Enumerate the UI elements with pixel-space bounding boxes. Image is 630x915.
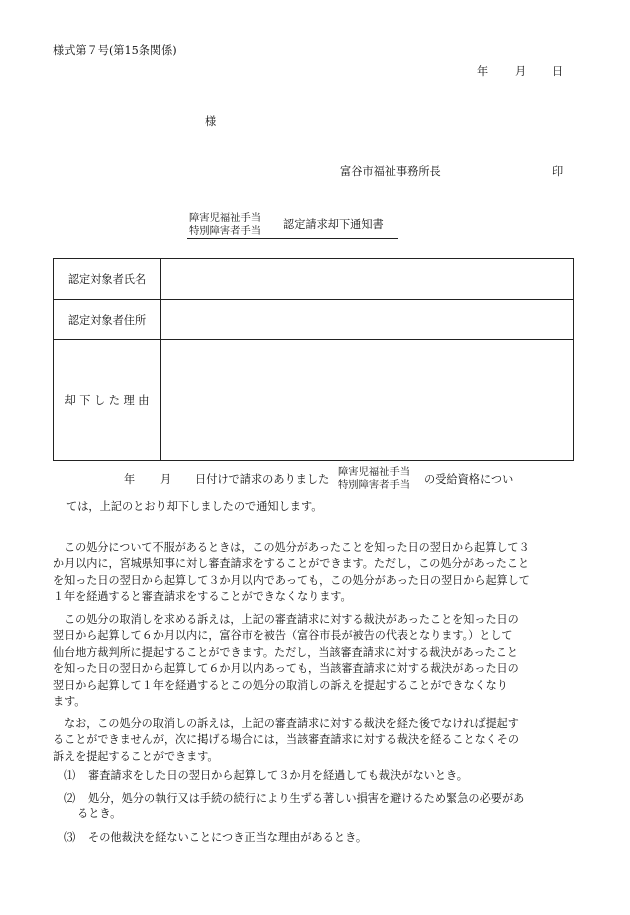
date-day-label: 日 bbox=[552, 65, 564, 78]
notice-line-2: ては，上記のとおり却下しましたので通知します。 bbox=[66, 500, 323, 513]
text-line: ることができませんが，次に掲げる場合には，当該審査請求に対する裁決を経ることなくその bbox=[53, 733, 519, 747]
text-line: この処分について不服があるときは，この処分があったことを知った日の翌日から起算して３ bbox=[64, 541, 530, 554]
item-number-3: ⑶ bbox=[64, 831, 76, 844]
text-line: を知った日の翌日から起算して６か月以内あっても，当該審査請求に対する裁決があった日の bbox=[53, 662, 519, 676]
seal-mark: 印 bbox=[552, 165, 564, 178]
notice-year: 年 bbox=[124, 473, 136, 486]
address-value bbox=[161, 300, 574, 340]
address-label: 認定対象者住所 bbox=[54, 300, 161, 340]
text-line: １年を経過すると審査請求をすることができなくなります。 bbox=[53, 590, 352, 604]
text-line: なお，この処分の取消しの訴えは，上記の審査請求に対する裁決を経た後でなければ提起す bbox=[64, 717, 519, 730]
text-line: を知った日の翌日から起算して３か月以内であっても，この処分があった日の翌日から起算して bbox=[53, 573, 530, 587]
item-text-2: 処分，処分の執行又は手続の続行により生ずる著しい損害を避けるため緊急の必要があ bbox=[88, 792, 525, 805]
table-row bbox=[54, 340, 574, 461]
reason-label: 却 下 し た 理 由 bbox=[54, 340, 161, 461]
title-allowance-2: 特別障害者手当 bbox=[189, 225, 262, 237]
notice-tail: の受給資格につい bbox=[424, 473, 514, 486]
item-text-3: その他裁決を経ないことにつき正当な理由があるとき。 bbox=[88, 831, 368, 844]
item-text-2-cont: るとき。 bbox=[77, 807, 122, 820]
title-underline bbox=[187, 238, 398, 239]
reason-value bbox=[161, 340, 574, 461]
item-number-1: ⑴ bbox=[64, 769, 76, 782]
text-line: 訴えを提起することができます。 bbox=[53, 749, 219, 763]
lawsuit-paragraph bbox=[53, 612, 519, 710]
date-month-label: 月 bbox=[515, 65, 527, 78]
recipient-suffix: 様 bbox=[205, 115, 217, 128]
text-line: 仙台地方裁判所に提起することができます。ただし，当該審査請求に対する裁決があったこと bbox=[53, 645, 518, 659]
item-number-2: ⑵ bbox=[64, 792, 76, 805]
notice-allowance-1: 障害児福祉手当 bbox=[338, 466, 411, 478]
document-title: 認定請求却下通知書 bbox=[283, 218, 384, 231]
notice-allowance-2: 特別障害者手当 bbox=[338, 479, 411, 491]
table-row bbox=[54, 300, 574, 340]
notice-lead: 日付けで請求のありました bbox=[195, 473, 330, 486]
text-line: ます。 bbox=[53, 695, 86, 709]
text-line: この処分の取消しを求める訴えは，上記の審査請求に対する裁決があったことを知った日の bbox=[64, 613, 519, 626]
notice-month: 月 bbox=[160, 473, 172, 486]
exception-paragraph bbox=[53, 716, 519, 765]
name-label: 認定対象者氏名 bbox=[54, 259, 161, 300]
appeal-paragraph bbox=[53, 540, 530, 606]
form-number: 様式第７号(第15条関係) bbox=[53, 44, 177, 57]
text-line: か月以内に，宮城県知事に対し審査請求をすることができます。ただし，この処分があったこと bbox=[53, 557, 530, 571]
name-value bbox=[161, 259, 574, 300]
info-table bbox=[53, 258, 574, 461]
text-line: 翌日から起算して６か月以内に，富谷市を被告（富谷市長が被告の代表となります。）として bbox=[53, 629, 513, 643]
date-year-label: 年 bbox=[477, 65, 489, 78]
table-row bbox=[54, 259, 574, 300]
issuer-name: 富谷市福祉事務所長 bbox=[340, 165, 441, 178]
text-line: 翌日から起算して１年を経過するとこの処分の取消しの訴えを提起することができなくなり bbox=[53, 678, 508, 692]
item-text-1: 審査請求をした日の翌日から起算して３か月を経過しても裁決がないとき。 bbox=[88, 769, 468, 782]
title-allowance-1: 障害児福祉手当 bbox=[189, 212, 262, 224]
